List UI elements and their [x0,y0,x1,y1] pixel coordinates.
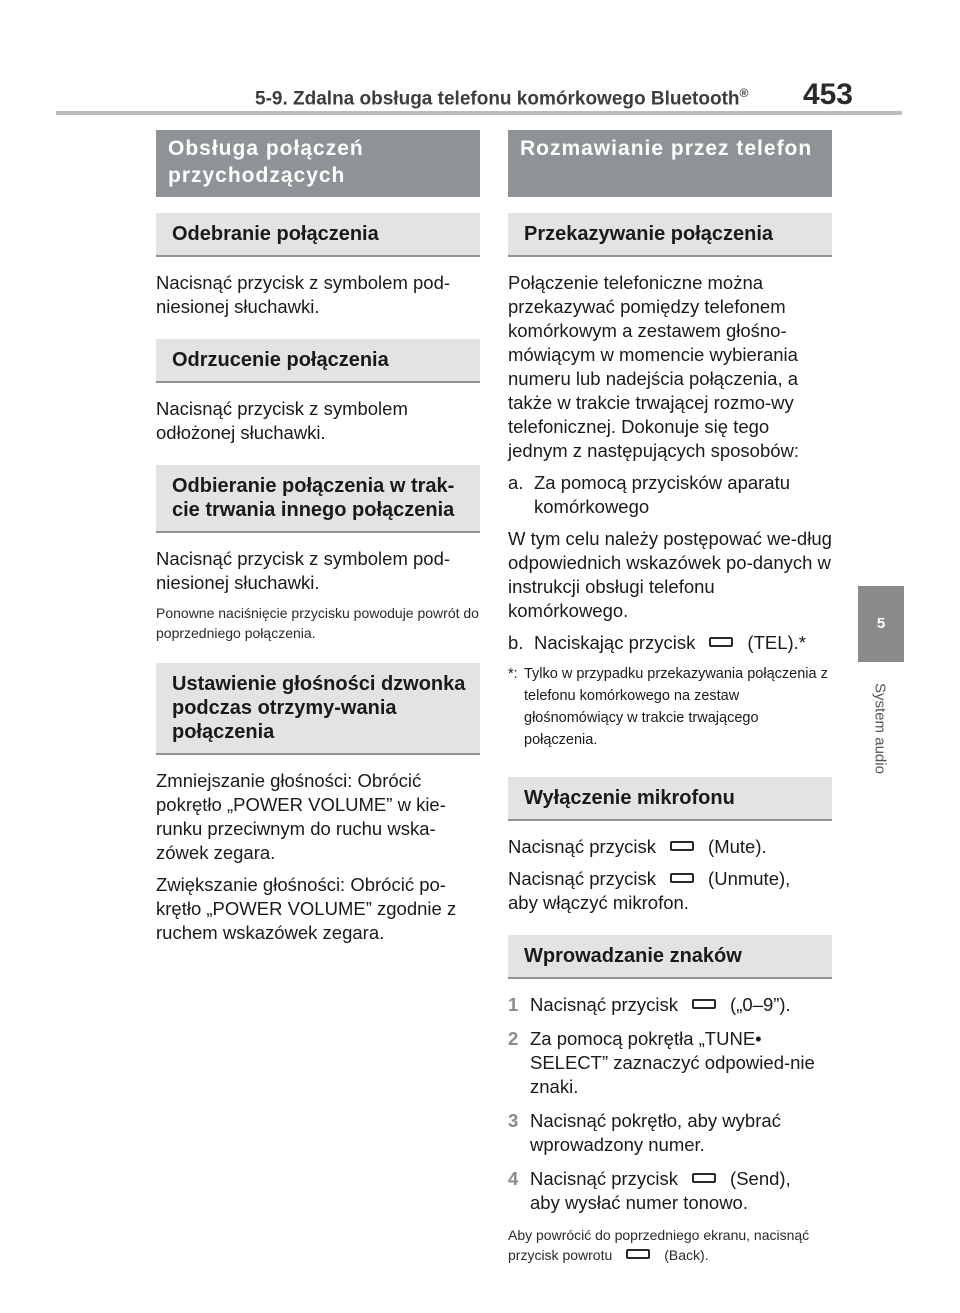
footnote-label: *: [508,666,518,682]
header-rule [56,111,902,115]
left-column [156,130,480,953]
back-button-icon [626,1249,650,1259]
volume-decrease-text: Zmniejszanie głośności: Obrócić pokrętło „POWER VOLUME” w kie-runku przeciwnym do ruchu wska-zówek zegara. [156,770,446,863]
unmute-text-before: Nacisnąć przycisk [508,868,657,889]
footnote-text: Tylko w przypadku przekazywania połączenia z telefonu komórkowego na zestaw głośnomówiący w trakcie trwającego połączenia. [524,666,828,748]
list-item-b [508,631,832,655]
list-label-b: b. [508,632,524,653]
step-4-cont: aby wysłać numer tonowo. [530,1192,748,1213]
step-4-before: Nacisnąć przycisk [530,1168,679,1189]
chapter-label: System audio [871,683,889,774]
registered-mark: ® [739,86,749,100]
running-header-text: 5-9. Zdalna obsługa telefonu komórkowego Bluetooth [255,88,740,110]
mute-text-after: (Mute). [708,836,767,857]
back-note [508,1225,832,1265]
step-4-after: (Send), [730,1168,791,1189]
mute-button-icon [670,841,694,851]
step-number-1: 1 [508,994,519,1015]
step-2 [508,1027,832,1099]
step-3 [508,1109,832,1157]
send-button-icon [692,1173,716,1183]
list-label-a: a. [508,472,524,493]
digits-button-icon [692,999,716,1009]
mute-text-before: Nacisnąć przycisk [508,836,657,857]
subheading-ring-volume: Ustawienie głośności dzwonka podczas otrzymy-wania połączenia [156,663,480,755]
back-note-before: Aby powrócić do poprzedniego ekranu, nacisnąć przycisk powrotu [508,1227,810,1263]
unmute-line [508,867,832,915]
section-heading-talking: Rozmawianie przez telefon [508,130,832,197]
answer-call-text: Nacisnąć przycisk z symbolem pod-niesionej słuchawki. [156,272,451,317]
unmute-text-cont: aby włączyć mikrofon. [508,892,689,913]
mute-line [508,835,832,859]
subheading-mute: Wyłączenie mikrofonu [508,777,832,821]
section-heading-incoming-calls: Obsługa połączeń przychodzących [156,130,480,197]
phone-instructions-text: W tym celu należy postępować we-dług odpowiednich wskazówek po-danych w instrukcji obsługi telefonu komórkowego. [508,528,832,621]
step-1-before: Nacisnąć przycisk [530,994,679,1015]
step-4 [508,1167,832,1215]
step-number-4: 4 [508,1168,519,1189]
step-1-after: („0–9”). [730,994,791,1015]
chapter-tab: 5 [858,586,904,662]
subheading-answer-call: Odebranie połączenia [156,213,480,257]
list-item-a [508,471,832,519]
right-column [508,130,832,1273]
subheading-reject-call: Odrzucenie połączenia [156,339,480,383]
call-waiting-text: Nacisnąć przycisk z symbolem pod-niesionej słuchawki. [156,548,451,593]
footnote [508,663,832,751]
volume-increase-text: Zwiększanie głośności: Obrócić po-krętło „POWER VOLUME” zgodnie z ruchem wskazówek zegara. [156,874,457,943]
step-1 [508,993,832,1017]
list-text-b-before: Naciskając przycisk [534,632,696,653]
transfer-call-text: Połączenie telefoniczne można przekazywać pomiędzy telefonem komórkowym a zestawem głośno-mówiącym w momencie wybierania numeru lub nadejścia połączenia, a także w trakcie trwającej rozmo-wy telefonicznej. Dokonuje się tego jednym z następujących sposobów: [508,272,800,461]
subheading-transfer-call: Przekazywanie połączenia [508,213,832,257]
running-header [255,86,775,110]
step-number-3: 3 [508,1110,519,1131]
list-text-a: Za pomocą przycisków aparatu komórkowego [534,472,791,517]
step-3-text: Nacisnąć pokrętło, aby wybrać wprowadzony numer. [530,1110,781,1155]
subheading-call-waiting: Odbieranie połączenia w trak-cie trwania innego połączenia [156,465,480,533]
step-number-2: 2 [508,1028,519,1049]
unmute-text-after: (Unmute), [708,868,791,889]
call-waiting-note: Ponowne naciśnięcie przycisku powoduje powrót do poprzedniego połączenia. [156,605,479,641]
step-2-text: Za pomocą pokrętła „TUNE• SELECT” zaznaczyć odpowied-nie znaki. [530,1028,815,1097]
list-text-b-after: (TEL).* [747,632,806,653]
subheading-input-characters: Wprowadzanie znaków [508,935,832,979]
tel-button-icon [709,637,733,647]
unmute-button-icon [670,873,694,883]
page-number: 453 [802,78,853,111]
reject-call-text: Nacisnąć przycisk z symbolem odłożonej słuchawki. [156,398,408,443]
back-note-after: (Back). [664,1247,709,1263]
